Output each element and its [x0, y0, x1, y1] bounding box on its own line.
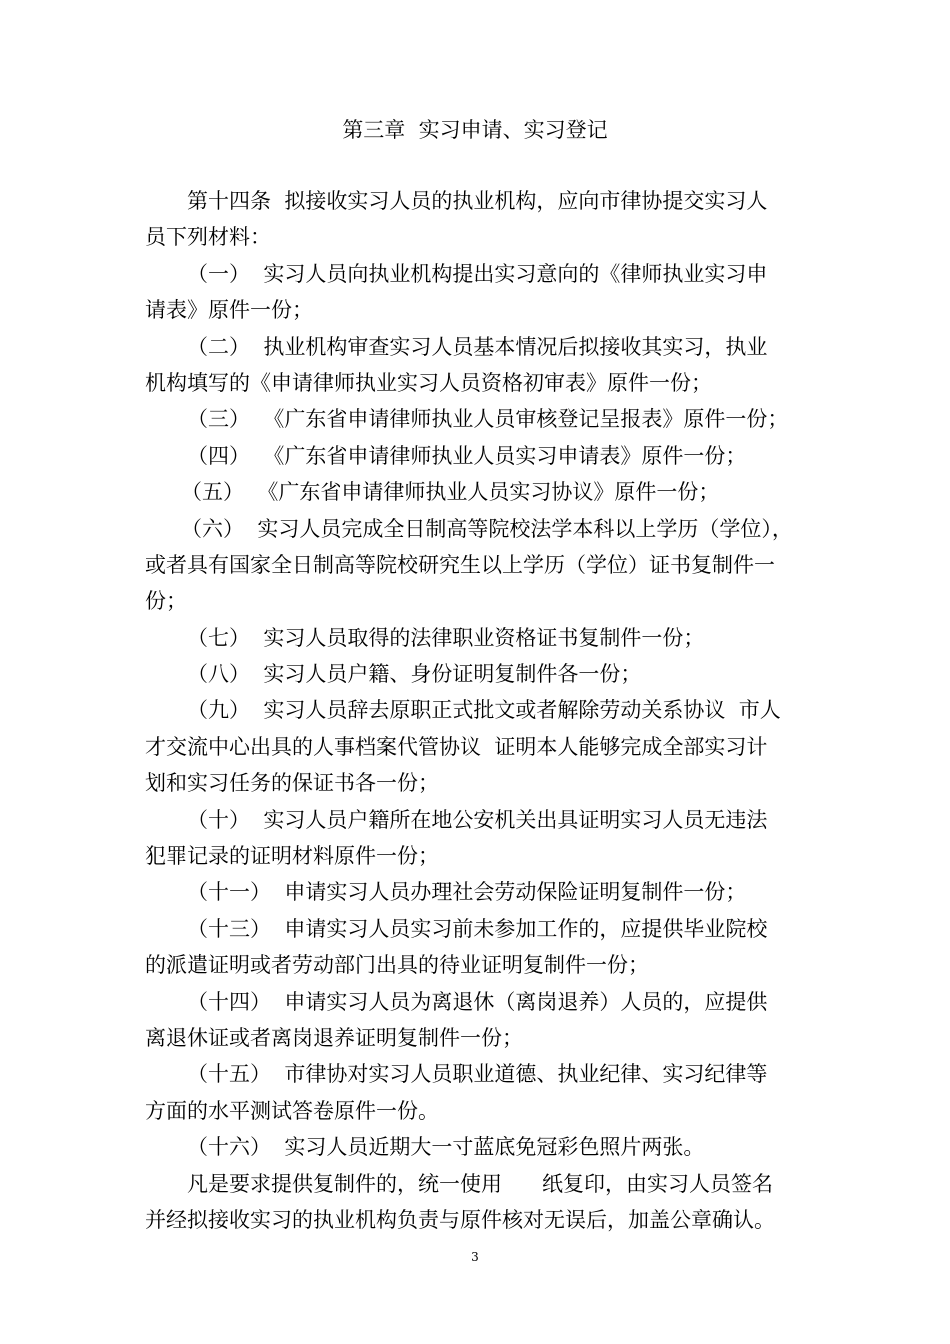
item-6-line-2: 或者具有国家全日制高等院校研究生以上学历（学位）证书复制件一: [145, 552, 775, 577]
item-15-line-1: （十五） 市律协对实习人员职业道德、执业纪律、实习纪律等: [187, 1062, 768, 1087]
item-3-line: （三） 《广东省申请律师执业人员审核登记呈报表》原件一份；: [187, 407, 789, 432]
item-16-line: （十六） 实习人员近期大一寸蓝底免冠彩色照片两张。: [187, 1135, 705, 1160]
item-15-line-2: 方面的水平测试答卷原件一份。: [145, 1098, 439, 1123]
chapter-title: 第三章 实习申请、实习登记: [342, 118, 608, 142]
copy-requirement-line-2: 并经拟接收实习的执业机构负责与原件核对无误后，加盖公章确认。: [145, 1207, 775, 1232]
item-1-line-1: （一） 实习人员向执业机构提出实习意向的《律师执业实习申: [187, 261, 768, 286]
item-2-line-1: （二） 执业机构审查实习人员基本情况后拟接收其实习，执业: [187, 334, 768, 359]
item-8-line: （八） 实习人员户籍、身份证明复制件各一份；: [187, 662, 642, 687]
body-text: [145, 183, 810, 1238]
item-10-line-2: 犯罪记录的证明材料原件一份；: [145, 844, 439, 869]
item-1-line-2: 请表》原件一份；: [145, 298, 313, 323]
item-2-line-2: 机构填写的《申请律师执业实习人员资格初审表》原件一份；: [145, 370, 712, 395]
copy-requirement-part-1: 凡是要求提供复制件的，统一使用: [187, 1171, 502, 1196]
item-9-line-3: 划和实习任务的保证书各一份；: [145, 771, 439, 796]
item-5-line: （五） 《广东省申请律师执业人员实习协议》原件一份；: [181, 480, 720, 505]
article-14-line-2: 员下列材料：: [145, 225, 271, 250]
item-13-line-2: 的派遣证明或者劳动部门出具的待业证明复制件一份；: [145, 953, 649, 978]
item-6-line-1: （六） 实习人员完成全日制高等院校法学本科以上学历（学位），: [181, 516, 793, 541]
item-13-line-1: （十三） 申请实习人员实习前未参加工作的，应提供毕业院校: [187, 916, 768, 941]
copy-requirement-line-1: [145, 1166, 810, 1202]
page-number: 3: [471, 1250, 479, 1264]
item-4-line: （四） 《广东省申请律师执业人员实习申请表》原件一份；: [187, 443, 747, 468]
item-9-line-2: 才交流中心出具的人事档案代管协议 证明本人能够完成全部实习计: [145, 734, 768, 759]
item-6-line-3: 份；: [145, 589, 187, 614]
item-14-line-2: 离退休证或者离岗退养证明复制件一份；: [145, 1025, 523, 1050]
item-14-line-1: （十四） 申请实习人员为离退休（离岗退养）人员的，应提供: [187, 989, 768, 1014]
item-10-line-1: （十） 实习人员户籍所在地公安机关出具证明实习人员无违法: [187, 807, 768, 832]
item-7-line: （七） 实习人员取得的法律职业资格证书复制件一份；: [187, 625, 705, 650]
copy-requirement-part-2: 纸复印，由实习人员签名: [542, 1171, 773, 1196]
article-14-line-1: 第十四条 拟接收实习人员的执业机构，应向市律协提交实习人: [187, 189, 768, 213]
item-9-line-1: （九） 实习人员辞去原职正式批文或者解除劳动关系协议 市人: [187, 698, 781, 723]
item-11-line: （十一） 申请实习人员办理社会劳动保险证明复制件一份；: [187, 880, 747, 905]
